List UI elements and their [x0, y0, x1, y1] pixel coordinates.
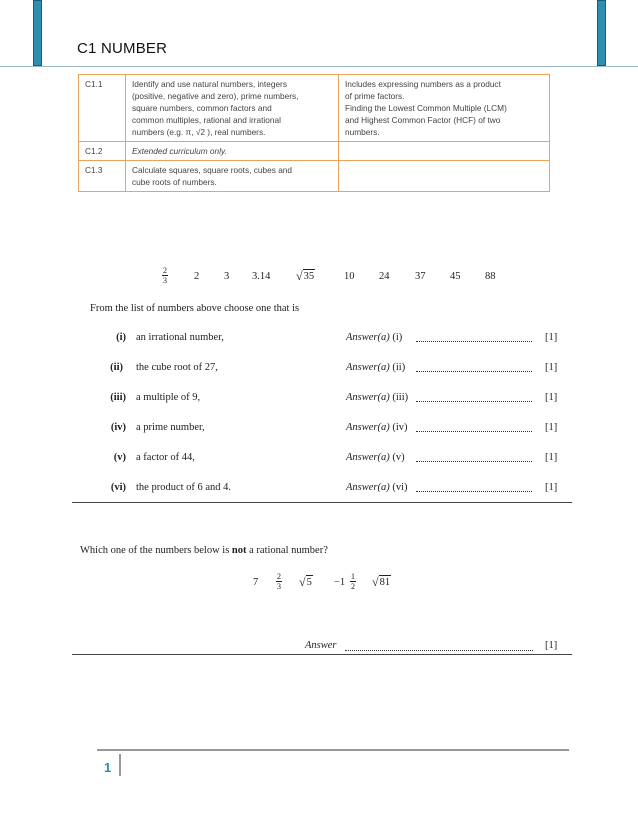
- number-item: 3: [224, 271, 230, 282]
- part-text: a multiple of 9,: [136, 392, 201, 403]
- mark: [1]: [545, 362, 558, 373]
- part-number: (ii): [110, 362, 123, 373]
- syllabus-line: numbers.: [345, 127, 380, 137]
- syllabus-description: [126, 142, 339, 161]
- part-text: an irrational number,: [136, 332, 224, 343]
- answer-label-text: Answer(a): [346, 332, 390, 343]
- answer-label: [346, 422, 408, 433]
- fraction-numerator: 2: [163, 266, 167, 275]
- number-item: 45: [450, 271, 461, 282]
- syllabus-line: Calculate squares, square roots, cubes and: [132, 165, 293, 175]
- question-part: [0, 332, 638, 348]
- answer-line[interactable]: [416, 370, 532, 372]
- number-item: 10: [344, 271, 355, 282]
- mark: [1]: [545, 452, 558, 463]
- answer-label: [346, 332, 402, 343]
- page-number: 1: [104, 760, 112, 775]
- q2-question-start: Which one of the numbers below is: [80, 545, 232, 556]
- part-text: a prime number,: [136, 422, 205, 433]
- syllabus-notes: [339, 75, 550, 142]
- q1-instruction: From the list of numbers above choose one that is: [90, 303, 300, 314]
- q1-number-list: [0, 266, 638, 290]
- part-number: (iv): [110, 422, 126, 433]
- syllabus-code: C1.1: [79, 75, 126, 142]
- answer-line[interactable]: [416, 490, 532, 492]
- answer-line[interactable]: [416, 400, 532, 402]
- part-number: (iii): [110, 392, 126, 403]
- mark: [1]: [545, 482, 558, 493]
- answer-line[interactable]: [345, 649, 533, 651]
- answer-label-text: Answer(a): [346, 392, 390, 403]
- syllabus-row: [79, 142, 550, 161]
- question-part: [0, 422, 638, 438]
- question-part: [0, 392, 638, 408]
- answer-label: [346, 452, 405, 463]
- answer-label: Answer: [305, 640, 337, 651]
- syllabus-line: Includes expressing numbers as a product: [345, 79, 501, 89]
- square-root-35: [296, 269, 315, 283]
- q2-question-emphasis: not: [231, 545, 247, 556]
- answer-label-text: Answer(a): [346, 452, 390, 463]
- answer-label-roman: (vi): [392, 482, 408, 493]
- answer-label-text: Answer(a): [346, 362, 390, 373]
- syllabus-code: C1.2: [79, 142, 126, 161]
- radicand: 81: [379, 577, 391, 588]
- answer-label: [346, 392, 408, 403]
- answer-label-text: Answer(a): [346, 482, 390, 493]
- q2-question-end: a rational number?: [246, 545, 328, 556]
- radical-sign: √: [299, 575, 306, 589]
- fraction-two-thirds: [276, 572, 282, 591]
- fraction-numerator: 1: [351, 572, 355, 581]
- mark: [1]: [545, 640, 558, 651]
- answer-line[interactable]: [416, 430, 532, 432]
- header-left-bar: [33, 0, 42, 66]
- number-item: 7: [253, 577, 259, 588]
- syllabus-line: of prime factors.: [345, 91, 405, 101]
- part-text: the product of 6 and 4.: [136, 482, 232, 493]
- syllabus-row: [79, 161, 550, 192]
- radical-sign: √: [372, 575, 379, 589]
- question-part: [0, 362, 638, 378]
- syllabus-table: [78, 74, 550, 192]
- syllabus-notes: [339, 142, 550, 161]
- header-right-bar: [597, 0, 606, 66]
- part-number: (vi): [110, 482, 126, 493]
- question-divider: [72, 502, 572, 503]
- square-root-5: [299, 575, 313, 589]
- syllabus-row: [79, 75, 550, 142]
- syllabus-line: Identify and use natural numbers, integers: [132, 79, 287, 89]
- syllabus-line: Extended curriculum only.: [132, 146, 227, 156]
- part-number: (i): [116, 332, 126, 343]
- question-part: [0, 452, 638, 468]
- syllabus-description: [126, 161, 339, 192]
- question-part: [0, 482, 638, 498]
- number-item: 3.14: [252, 271, 271, 282]
- mark: [1]: [545, 332, 558, 343]
- radicand: 35: [303, 271, 315, 282]
- answer-label: [346, 482, 408, 493]
- question-divider: [72, 654, 572, 655]
- footer-rule: [97, 749, 569, 751]
- number-item: 88: [485, 271, 496, 282]
- part-number: (v): [113, 452, 126, 463]
- fraction-two-thirds: [162, 266, 168, 285]
- answer-label-roman: (iv): [392, 422, 408, 433]
- footer-divider: [119, 754, 121, 776]
- syllabus-line: (positive, negative and zero), prime numbers,: [132, 91, 299, 101]
- syllabus-line: cube roots of numbers.: [132, 177, 217, 187]
- fraction-denominator: 3: [163, 276, 167, 285]
- fraction-numerator: 2: [277, 572, 281, 581]
- mixed-number-whole: −1: [334, 577, 346, 588]
- answer-label-roman: (i): [392, 332, 403, 343]
- syllabus-notes: [339, 161, 550, 192]
- radical-sign: √: [296, 269, 303, 283]
- number-item: 24: [379, 271, 390, 282]
- syllabus-line: numbers (e.g. π, √2 ), real numbers.: [132, 127, 266, 137]
- part-text: the cube root of 27,: [136, 362, 218, 373]
- answer-line[interactable]: [416, 340, 532, 342]
- syllabus-description: [126, 75, 339, 142]
- answer-label: [346, 362, 405, 373]
- syllabus-line: Finding the Lowest Common Multiple (LCM): [345, 103, 507, 113]
- radicand: 5: [306, 577, 312, 588]
- mark: [1]: [545, 422, 558, 433]
- answer-label-roman: (ii): [392, 362, 406, 373]
- square-root-81: [372, 575, 391, 589]
- page-title: C1 NUMBER: [77, 40, 168, 57]
- number-item: 2: [194, 271, 200, 282]
- syllabus-line: and Highest Common Factor (HCF) of two: [345, 115, 501, 125]
- fraction-denominator: 3: [277, 582, 281, 591]
- q2-question: [80, 545, 328, 556]
- number-item: 37: [415, 271, 426, 282]
- mixed-number-fraction: [350, 572, 356, 591]
- answer-line[interactable]: [416, 460, 532, 462]
- mark: [1]: [545, 392, 558, 403]
- part-text: a factor of 44,: [136, 452, 195, 463]
- syllabus-code: C1.3: [79, 161, 126, 192]
- answer-label-text: Answer(a): [346, 422, 390, 433]
- fraction-denominator: 2: [351, 582, 355, 591]
- header-rule: [0, 66, 638, 67]
- q2-number-list: [0, 572, 638, 596]
- answer-label-roman: (v): [392, 452, 405, 463]
- answer-label-roman: (iii): [392, 392, 409, 403]
- syllabus-line: square numbers, common factors and: [132, 103, 272, 113]
- syllabus-line: common multiples, rational and irrational: [132, 115, 281, 125]
